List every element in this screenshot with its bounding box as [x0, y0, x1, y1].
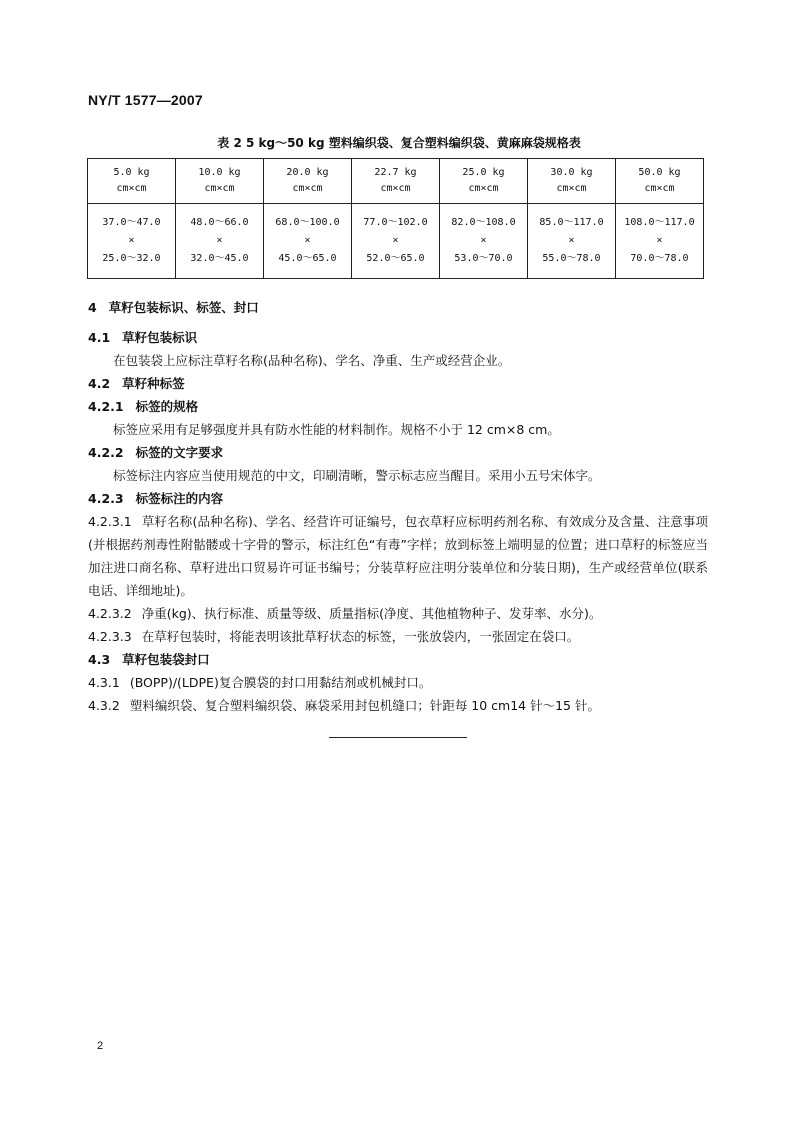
spec-cell — [440, 204, 528, 279]
weight-label: 50.0 kg — [638, 167, 681, 178]
width-range: 52.0～65.0 — [366, 253, 425, 264]
width-range: 53.0～70.0 — [454, 253, 513, 264]
spec-cell — [264, 204, 352, 279]
section-4-3-2 — [88, 694, 708, 717]
section-title: 草籽包装袋封口 — [122, 652, 210, 667]
length-range: 37.0～47.0 — [102, 217, 161, 228]
section-4-2-2-heading — [88, 441, 708, 464]
weight-label: 5.0 kg — [113, 167, 150, 178]
section-4-2-3-2 — [88, 602, 708, 625]
section-title: 标签的文字要求 — [135, 445, 224, 460]
section-number: 4.2.3 — [88, 491, 124, 506]
section-4-1-body: 在包装袋上应标注草籽名称(品种名称)、学名、净重、生产或经营企业。 — [113, 353, 511, 368]
width-range: 25.0～32.0 — [102, 253, 161, 264]
spec-cell — [88, 204, 176, 279]
times-sign: × — [656, 235, 663, 246]
section-body: 净重(kg)、执行标准、质量等级、质量指标(净度、其他植物种子、发芽率、水分)。 — [141, 606, 602, 621]
section-body: 塑料编织袋、复合塑料编织袋、麻袋采用封包机缝口；针距每 10 cm14 针～15 针。 — [129, 698, 600, 713]
width-range: 45.0～65.0 — [278, 253, 337, 264]
section-number: 4.2.3.3 — [88, 629, 132, 644]
section-number: 4.3.2 — [88, 698, 120, 713]
unit-label: cm×cm — [204, 183, 235, 194]
section-4-3-heading — [88, 648, 708, 671]
page-number: 2 — [97, 1040, 104, 1052]
length-range: 68.0～100.0 — [275, 217, 340, 228]
times-sign: × — [128, 235, 135, 246]
section-4-2-1-body: 标签应采用有足够强度并具有防水性能的材料制作。规格不小于 12 cm×8 cm。 — [113, 422, 560, 437]
section-number: 4.2 — [88, 376, 111, 391]
length-range: 77.0～102.0 — [363, 217, 428, 228]
table-header-row — [88, 159, 704, 204]
spec-cell — [616, 204, 704, 279]
weight-label: 22.7 kg — [374, 167, 417, 178]
header-cell — [528, 159, 616, 204]
spec-cell — [352, 204, 440, 279]
section-body: (BOPP)/(LDPE)复合膜袋的封口用黏结剂或机械封口。 — [129, 675, 432, 690]
unit-label: cm×cm — [468, 183, 499, 194]
length-range: 82.0～108.0 — [451, 217, 516, 228]
times-sign: × — [216, 235, 223, 246]
header-cell — [616, 159, 704, 204]
section-number: 4.2.3.2 — [88, 606, 132, 621]
section-title: 草籽种标签 — [122, 376, 185, 391]
section-4-2-3-3 — [88, 625, 708, 648]
section-title: 标签标注的内容 — [135, 491, 224, 506]
section-title: 草籽包装标识 — [122, 330, 198, 345]
section-number: 4 — [88, 300, 97, 315]
times-sign: × — [480, 235, 487, 246]
section-4-2-3-heading — [88, 487, 708, 510]
unit-label: cm×cm — [116, 183, 147, 194]
times-sign: × — [304, 235, 311, 246]
spec-table — [87, 158, 704, 279]
length-range: 85.0～117.0 — [539, 217, 604, 228]
section-number: 4.3 — [88, 652, 111, 667]
section-4-heading — [88, 296, 708, 319]
section-4-2-3-1 — [88, 510, 708, 602]
section-body: 在草籽包装时，将能表明该批草籽状态的标签，一张放袋内，一张固定在袋口。 — [141, 629, 580, 644]
section-4-2-1-heading — [88, 395, 708, 418]
header-cell — [264, 159, 352, 204]
header-cell — [176, 159, 264, 204]
weight-label: 10.0 kg — [198, 167, 241, 178]
document-body — [88, 296, 708, 717]
table-row — [88, 204, 704, 279]
width-range: 70.0～78.0 — [630, 253, 689, 264]
section-4-2-2-body: 标签标注内容应当使用规范的中文，印刷清晰，警示标志应当醒目。采用小五号宋体字。 — [113, 468, 601, 483]
section-title: 草籽包装标识、标签、封口 — [108, 300, 259, 315]
section-body: 草籽名称(品种名称)、学名、经营许可证编号，包衣草籽应标明药剂名称、有效成分及含量、注意事项(并根据药剂毒性附骷髅或十字骨的警示，标注红色“有毒”字样；放到标签上端明显的位置；进口草籽的标签应当加注进口商名称、草籽进出口贸易许可证书编号；分装草籽应注明分装单位和分装日期)，生产或经营单位(联系电话、详细地址)。 — [88, 514, 708, 598]
unit-label: cm×cm — [380, 183, 411, 194]
times-sign: × — [392, 235, 399, 246]
weight-label: 20.0 kg — [286, 167, 329, 178]
end-rule-divider — [329, 737, 467, 738]
unit-label: cm×cm — [644, 183, 675, 194]
width-range: 32.0～45.0 — [190, 253, 249, 264]
section-title: 标签的规格 — [135, 399, 199, 414]
length-range: 108.0～117.0 — [624, 217, 695, 228]
section-number: 4.2.1 — [88, 399, 124, 414]
times-sign: × — [568, 235, 575, 246]
width-range: 55.0～78.0 — [542, 253, 601, 264]
header-cell — [352, 159, 440, 204]
section-4-3-1 — [88, 671, 708, 694]
section-4-2-heading — [88, 372, 708, 395]
section-number: 4.2.2 — [88, 445, 124, 460]
weight-label: 30.0 kg — [550, 167, 593, 178]
weight-label: 25.0 kg — [462, 167, 505, 178]
spec-cell — [176, 204, 264, 279]
unit-label: cm×cm — [292, 183, 323, 194]
section-number: 4.3.1 — [88, 675, 120, 690]
standard-code: NY/T 1577—2007 — [88, 92, 203, 108]
section-number: 4.2.3.1 — [88, 514, 132, 529]
header-cell — [440, 159, 528, 204]
table-title: 表 2 5 kg～50 kg 塑料编织袋、复合塑料编织袋、黄麻麻袋规格表 — [217, 136, 581, 150]
spec-cell — [528, 204, 616, 279]
section-number: 4.1 — [88, 330, 111, 345]
section-4-1-heading — [88, 326, 708, 349]
header-cell — [88, 159, 176, 204]
length-range: 48.0～66.0 — [190, 217, 249, 228]
unit-label: cm×cm — [556, 183, 587, 194]
